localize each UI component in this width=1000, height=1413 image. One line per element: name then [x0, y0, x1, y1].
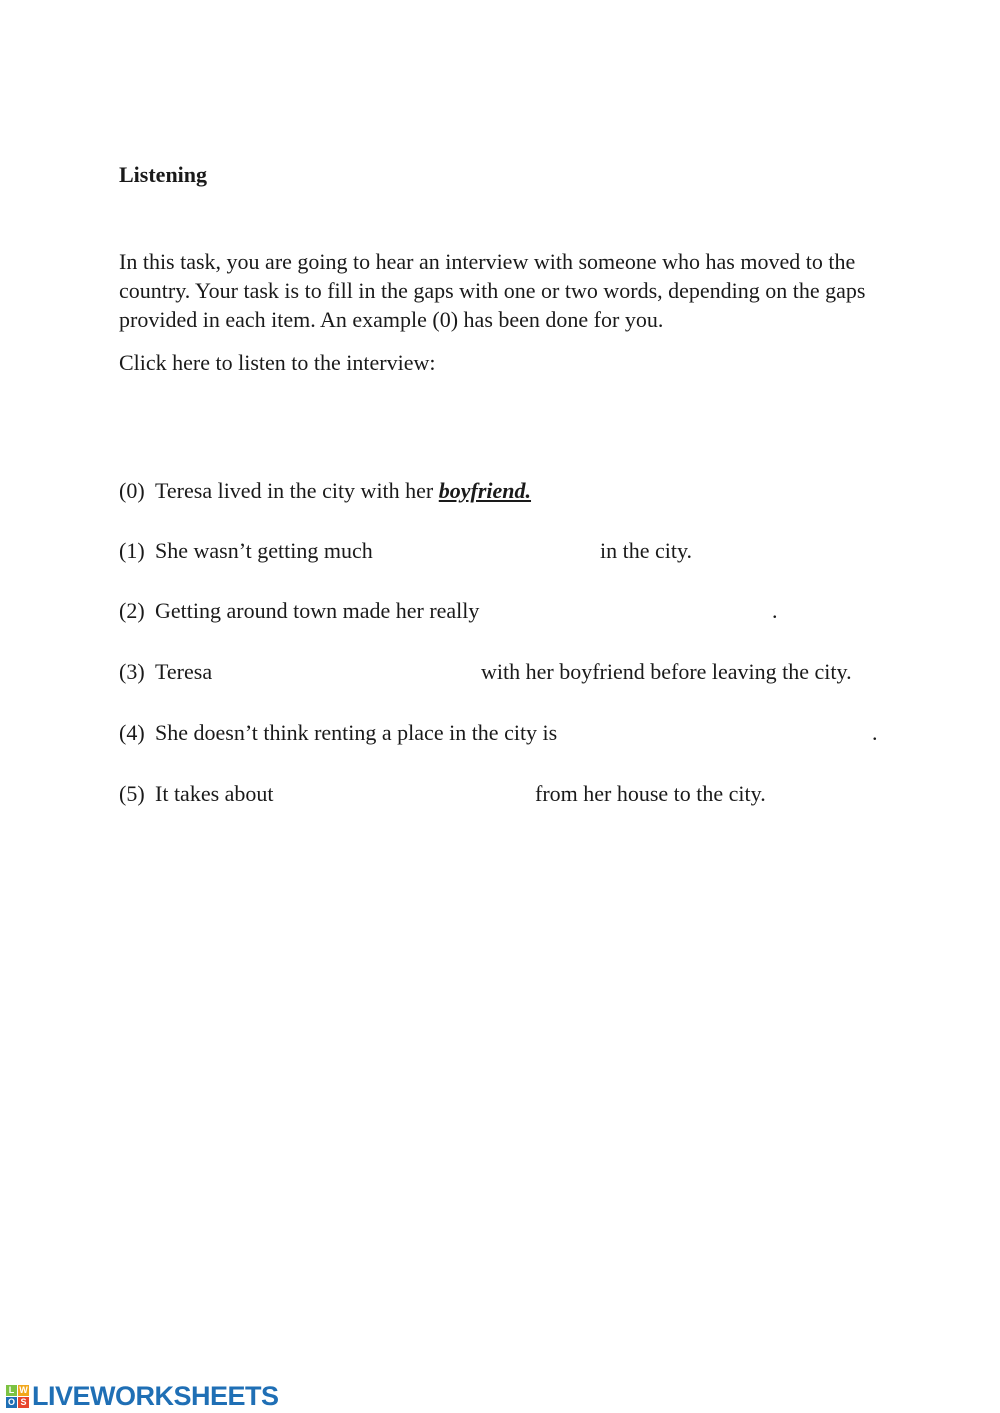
logo-cell: O	[7, 1396, 15, 1407]
question-text-after: in the city.	[600, 538, 693, 563]
question-text-after: .	[772, 598, 778, 623]
question-text: She wasn’t getting much	[155, 538, 373, 563]
question-1	[119, 536, 879, 566]
example-answer: boyfriend.	[438, 478, 532, 503]
gap-input-1[interactable]	[391, 538, 599, 564]
question-2	[119, 596, 879, 626]
question-5	[119, 779, 889, 809]
brand-name: LIVEWORKSHEETS	[32, 1380, 279, 1411]
question-text: She doesn’t think renting a place in the city is	[155, 720, 558, 745]
question-number: (2)	[119, 598, 145, 623]
question-text: It takes about	[155, 781, 274, 806]
gap-input-4[interactable]	[589, 720, 877, 746]
question-text-after: .	[872, 720, 878, 745]
gap-input-5[interactable]	[287, 781, 535, 807]
question-number: (3)	[119, 659, 145, 684]
question-number: (4)	[119, 720, 145, 745]
question-number: (5)	[119, 781, 145, 806]
question-number: (0)	[119, 478, 145, 503]
question-number: (1)	[119, 538, 145, 563]
logo-icon	[6, 1385, 29, 1408]
gap-input-2[interactable]	[505, 598, 775, 624]
listen-link[interactable]: Click here to listen to the interview:	[119, 350, 436, 375]
logo-cell: L	[6, 1385, 17, 1396]
question-text: Getting around town made her really	[155, 598, 480, 623]
question-text-after: from her house to the city.	[535, 781, 766, 806]
instructions-text: In this task, you are going to hear an interview with someone who has moved to the country. Your task is to fill in the gaps with one or two words, depending on the gaps provided in each item. An example (0) has been done for you.	[119, 249, 866, 332]
gap-input-3[interactable]	[223, 659, 481, 685]
page-title: Listening	[119, 162, 208, 187]
question-0	[119, 476, 531, 505]
question-text: Teresa lived in the city with her	[155, 478, 434, 503]
logo-cell: W	[19, 1384, 28, 1395]
question-4	[119, 718, 889, 748]
logo-cell: S	[18, 1397, 29, 1408]
question-text-after: with her boyfriend before leaving the city.	[481, 659, 852, 684]
question-text: Teresa	[155, 659, 213, 684]
question-3	[119, 657, 889, 687]
liveworksheets-logo[interactable]	[6, 1382, 279, 1410]
